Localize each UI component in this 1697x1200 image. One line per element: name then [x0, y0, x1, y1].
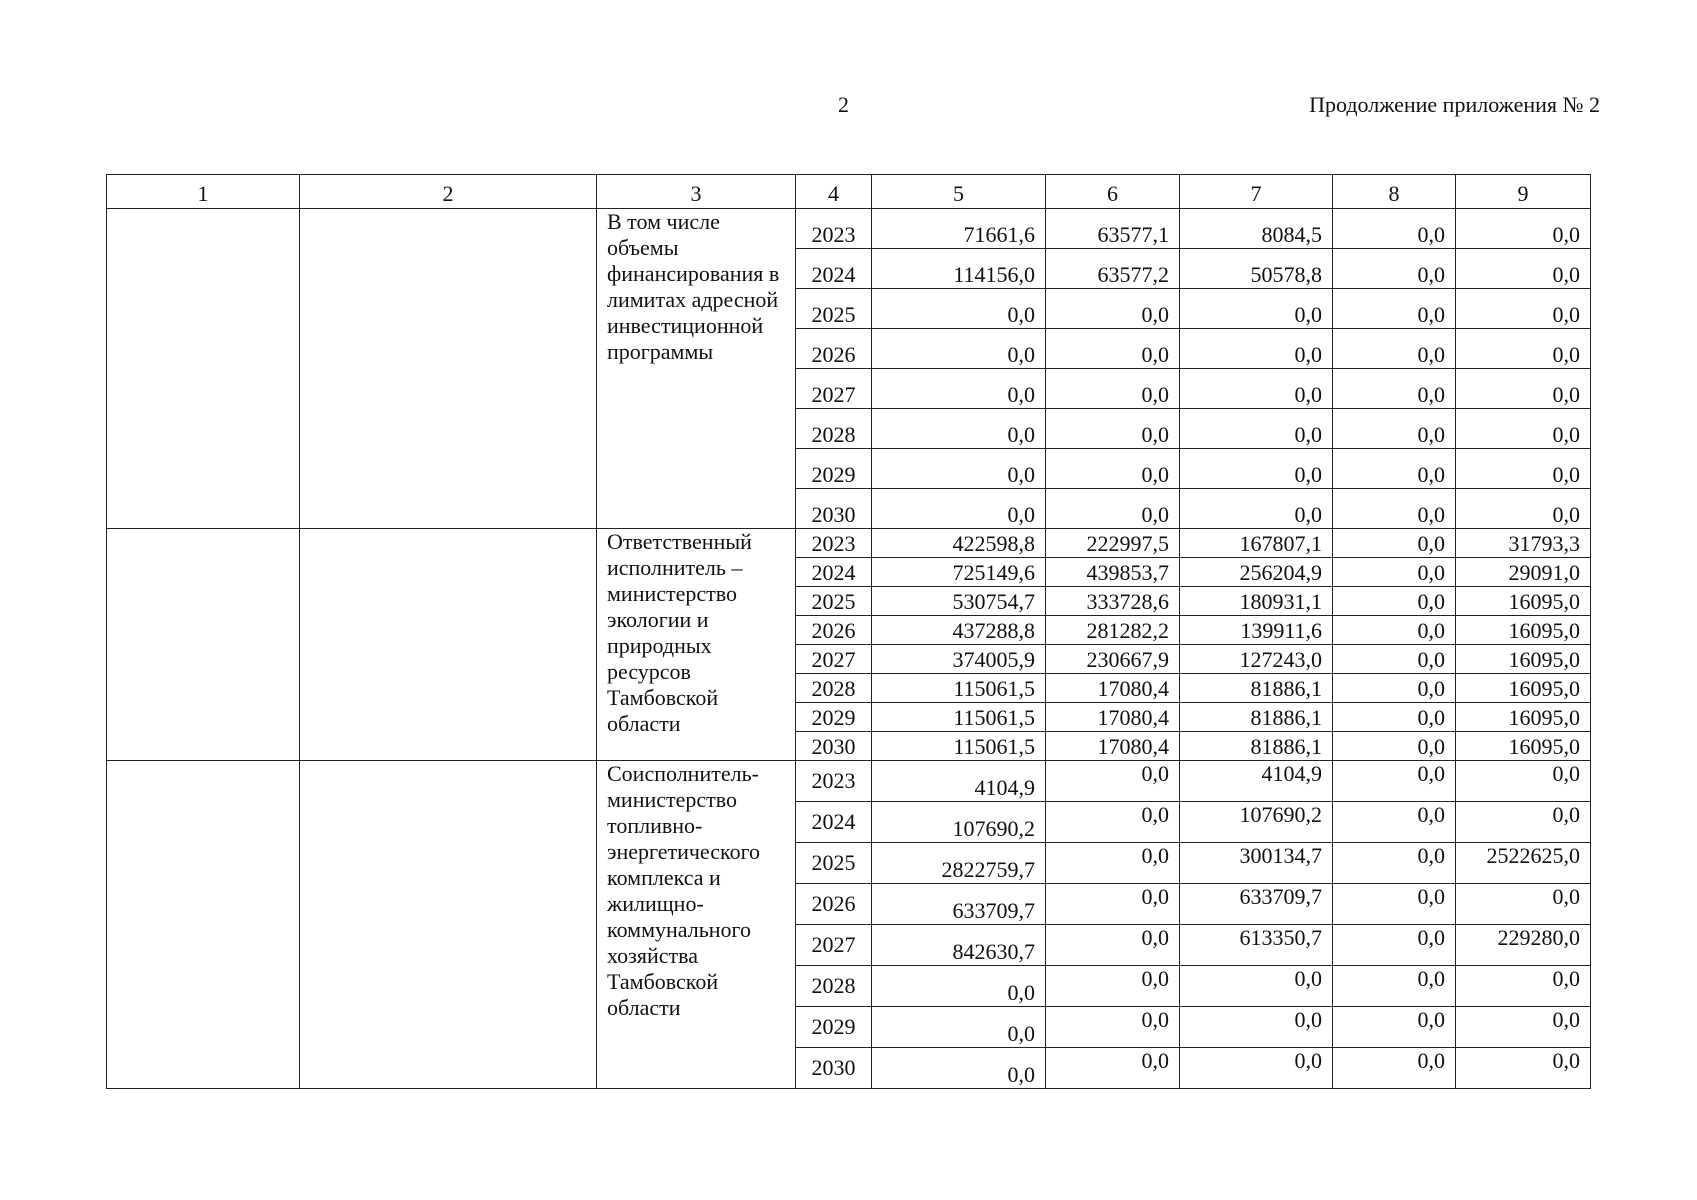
- header-row: [107, 175, 1591, 209]
- value-cell: 0,0: [1046, 369, 1180, 409]
- year-cell: 2024: [796, 558, 872, 587]
- value-cell: 0,0: [1456, 209, 1591, 249]
- value-cell: 0,0: [1333, 587, 1456, 616]
- value-cell: 2822759,7: [872, 843, 1046, 884]
- year-cell: 2024: [796, 802, 872, 843]
- value-cell: 0,0: [1180, 329, 1333, 369]
- year-cell: 2023: [796, 209, 872, 249]
- value-cell: 0,0: [1046, 925, 1180, 966]
- year-cell: 2027: [796, 369, 872, 409]
- year-cell: 2023: [796, 529, 872, 558]
- value-cell: 0,0: [1333, 558, 1456, 587]
- value-cell: 16095,0: [1456, 645, 1591, 674]
- value-cell: 29091,0: [1456, 558, 1591, 587]
- value-cell: 0,0: [1046, 843, 1180, 884]
- value-cell: 81886,1: [1180, 732, 1333, 761]
- value-cell: 0,0: [1456, 802, 1591, 843]
- column-header: 1: [107, 175, 300, 209]
- value-cell: 0,0: [1333, 489, 1456, 529]
- value-cell: 0,0: [872, 966, 1046, 1007]
- value-cell: 256204,9: [1180, 558, 1333, 587]
- value-cell: 0,0: [1333, 761, 1456, 802]
- value-cell: 0,0: [1333, 674, 1456, 703]
- value-cell: 0,0: [1456, 449, 1591, 489]
- value-cell: 0,0: [872, 409, 1046, 449]
- value-cell: 16095,0: [1456, 703, 1591, 732]
- financing-table: [106, 174, 1591, 1089]
- value-cell: 0,0: [1333, 732, 1456, 761]
- value-cell: 0,0: [1456, 489, 1591, 529]
- value-cell: 63577,1: [1046, 209, 1180, 249]
- value-cell: 17080,4: [1046, 703, 1180, 732]
- value-cell: 0,0: [1046, 489, 1180, 529]
- value-cell: 180931,1: [1180, 587, 1333, 616]
- value-cell: 633709,7: [872, 884, 1046, 925]
- year-cell: 2028: [796, 966, 872, 1007]
- value-cell: 0,0: [1456, 1007, 1591, 1048]
- cell-col1: [107, 529, 300, 761]
- year-cell: 2029: [796, 1007, 872, 1048]
- value-cell: 0,0: [872, 329, 1046, 369]
- value-cell: 81886,1: [1180, 703, 1333, 732]
- value-cell: 0,0: [1333, 703, 1456, 732]
- value-cell: 0,0: [1180, 289, 1333, 329]
- value-cell: 0,0: [1333, 802, 1456, 843]
- value-cell: 63577,2: [1046, 249, 1180, 289]
- value-cell: 437288,8: [872, 616, 1046, 645]
- value-cell: 333728,6: [1046, 587, 1180, 616]
- value-cell: 0,0: [1180, 1048, 1333, 1089]
- year-cell: 2025: [796, 289, 872, 329]
- value-cell: 16095,0: [1456, 732, 1591, 761]
- value-cell: 0,0: [1333, 843, 1456, 884]
- value-cell: 0,0: [1333, 209, 1456, 249]
- year-cell: 2029: [796, 449, 872, 489]
- table-row: [107, 529, 1591, 558]
- value-cell: 31793,3: [1456, 529, 1591, 558]
- value-cell: 422598,8: [872, 529, 1046, 558]
- value-cell: 0,0: [1333, 249, 1456, 289]
- value-cell: 0,0: [1333, 289, 1456, 329]
- year-cell: 2030: [796, 1048, 872, 1089]
- value-cell: 530754,7: [872, 587, 1046, 616]
- value-cell: 0,0: [872, 449, 1046, 489]
- value-cell: 0,0: [1333, 449, 1456, 489]
- value-cell: 0,0: [1046, 884, 1180, 925]
- year-cell: 2027: [796, 645, 872, 674]
- value-cell: 613350,7: [1180, 925, 1333, 966]
- value-cell: 0,0: [1180, 369, 1333, 409]
- value-cell: 17080,4: [1046, 674, 1180, 703]
- year-cell: 2030: [796, 489, 872, 529]
- value-cell: 633709,7: [1180, 884, 1333, 925]
- year-cell: 2027: [796, 925, 872, 966]
- value-cell: 0,0: [1180, 409, 1333, 449]
- value-cell: 0,0: [1333, 966, 1456, 1007]
- value-cell: 0,0: [1046, 409, 1180, 449]
- value-cell: 16095,0: [1456, 674, 1591, 703]
- value-cell: 0,0: [1046, 1007, 1180, 1048]
- value-cell: 2522625,0: [1456, 843, 1591, 884]
- year-cell: 2026: [796, 884, 872, 925]
- value-cell: 725149,6: [872, 558, 1046, 587]
- column-header: 5: [872, 175, 1046, 209]
- value-cell: 0,0: [872, 1007, 1046, 1048]
- value-cell: 0,0: [1180, 489, 1333, 529]
- year-cell: 2026: [796, 616, 872, 645]
- cell-col2: [300, 761, 597, 1089]
- value-cell: 0,0: [1046, 449, 1180, 489]
- value-cell: 115061,5: [872, 732, 1046, 761]
- value-cell: 0,0: [1456, 761, 1591, 802]
- value-cell: 107690,2: [1180, 802, 1333, 843]
- value-cell: 16095,0: [1456, 587, 1591, 616]
- column-header: 3: [597, 175, 796, 209]
- value-cell: 0,0: [1046, 329, 1180, 369]
- value-cell: 167807,1: [1180, 529, 1333, 558]
- value-cell: 0,0: [1333, 925, 1456, 966]
- value-cell: 0,0: [872, 1048, 1046, 1089]
- value-cell: 0,0: [1046, 966, 1180, 1007]
- value-cell: 0,0: [1456, 884, 1591, 925]
- column-header: 9: [1456, 175, 1591, 209]
- value-cell: 17080,4: [1046, 732, 1180, 761]
- value-cell: 230667,9: [1046, 645, 1180, 674]
- value-cell: 0,0: [1456, 966, 1591, 1007]
- appendix-caption: Продолжение приложения № 2: [1309, 92, 1600, 117]
- value-cell: 0,0: [1333, 1048, 1456, 1089]
- year-cell: 2028: [796, 674, 872, 703]
- year-cell: 2029: [796, 703, 872, 732]
- year-cell: 2030: [796, 732, 872, 761]
- value-cell: 229280,0: [1456, 925, 1591, 966]
- cell-col2: [300, 529, 597, 761]
- table-row: [107, 209, 1591, 249]
- value-cell: 0,0: [1333, 645, 1456, 674]
- year-cell: 2026: [796, 329, 872, 369]
- value-cell: 439853,7: [1046, 558, 1180, 587]
- value-cell: 115061,5: [872, 674, 1046, 703]
- column-header: 7: [1180, 175, 1333, 209]
- cell-col2: [300, 209, 597, 529]
- value-cell: 0,0: [1333, 369, 1456, 409]
- value-cell: 281282,2: [1046, 616, 1180, 645]
- page-number: 2: [838, 92, 849, 117]
- value-cell: 0,0: [1456, 329, 1591, 369]
- column-header: 8: [1333, 175, 1456, 209]
- value-cell: 0,0: [1333, 409, 1456, 449]
- value-cell: 0,0: [1456, 369, 1591, 409]
- year-cell: 2025: [796, 843, 872, 884]
- value-cell: 0,0: [1046, 802, 1180, 843]
- group-description: Соисполнитель-министерство топливно-энергетического комплекса и жилищно-коммунального хозяйства Тамбовской области: [597, 761, 796, 1089]
- year-cell: 2024: [796, 249, 872, 289]
- value-cell: 115061,5: [872, 703, 1046, 732]
- value-cell: 114156,0: [872, 249, 1046, 289]
- value-cell: 300134,7: [1180, 843, 1333, 884]
- value-cell: 71661,6: [872, 209, 1046, 249]
- value-cell: 0,0: [1456, 409, 1591, 449]
- table-row: [107, 761, 1591, 802]
- value-cell: 0,0: [1046, 289, 1180, 329]
- column-header: 4: [796, 175, 872, 209]
- year-cell: 2025: [796, 587, 872, 616]
- value-cell: 0,0: [1456, 289, 1591, 329]
- cell-col1: [107, 209, 300, 529]
- year-cell: 2023: [796, 761, 872, 802]
- value-cell: 50578,8: [1180, 249, 1333, 289]
- value-cell: 0,0: [1046, 761, 1180, 802]
- value-cell: 4104,9: [1180, 761, 1333, 802]
- value-cell: 139911,6: [1180, 616, 1333, 645]
- value-cell: 0,0: [1180, 449, 1333, 489]
- value-cell: 0,0: [1180, 1007, 1333, 1048]
- value-cell: 16095,0: [1456, 616, 1591, 645]
- value-cell: 0,0: [1333, 1007, 1456, 1048]
- value-cell: 127243,0: [1180, 645, 1333, 674]
- value-cell: 0,0: [1333, 616, 1456, 645]
- value-cell: 4104,9: [872, 761, 1046, 802]
- value-cell: 0,0: [872, 369, 1046, 409]
- value-cell: 107690,2: [872, 802, 1046, 843]
- value-cell: 0,0: [872, 489, 1046, 529]
- column-header: 6: [1046, 175, 1180, 209]
- value-cell: 842630,7: [872, 925, 1046, 966]
- value-cell: 0,0: [1333, 529, 1456, 558]
- year-cell: 2028: [796, 409, 872, 449]
- value-cell: 81886,1: [1180, 674, 1333, 703]
- value-cell: 0,0: [1046, 1048, 1180, 1089]
- value-cell: 0,0: [1180, 966, 1333, 1007]
- value-cell: 0,0: [872, 289, 1046, 329]
- value-cell: 0,0: [1456, 1048, 1591, 1089]
- group-description: В том числе объемы финансирования в лимитах адресной инвестиционной программы: [597, 209, 796, 529]
- group-description: Ответственный исполнитель – министерство экологии и природных ресурсов Тамбовской области: [597, 529, 796, 761]
- value-cell: 0,0: [1456, 249, 1591, 289]
- value-cell: 8084,5: [1180, 209, 1333, 249]
- value-cell: 0,0: [1333, 329, 1456, 369]
- value-cell: 0,0: [1333, 884, 1456, 925]
- column-header: 2: [300, 175, 597, 209]
- value-cell: 374005,9: [872, 645, 1046, 674]
- value-cell: 222997,5: [1046, 529, 1180, 558]
- cell-col1: [107, 761, 300, 1089]
